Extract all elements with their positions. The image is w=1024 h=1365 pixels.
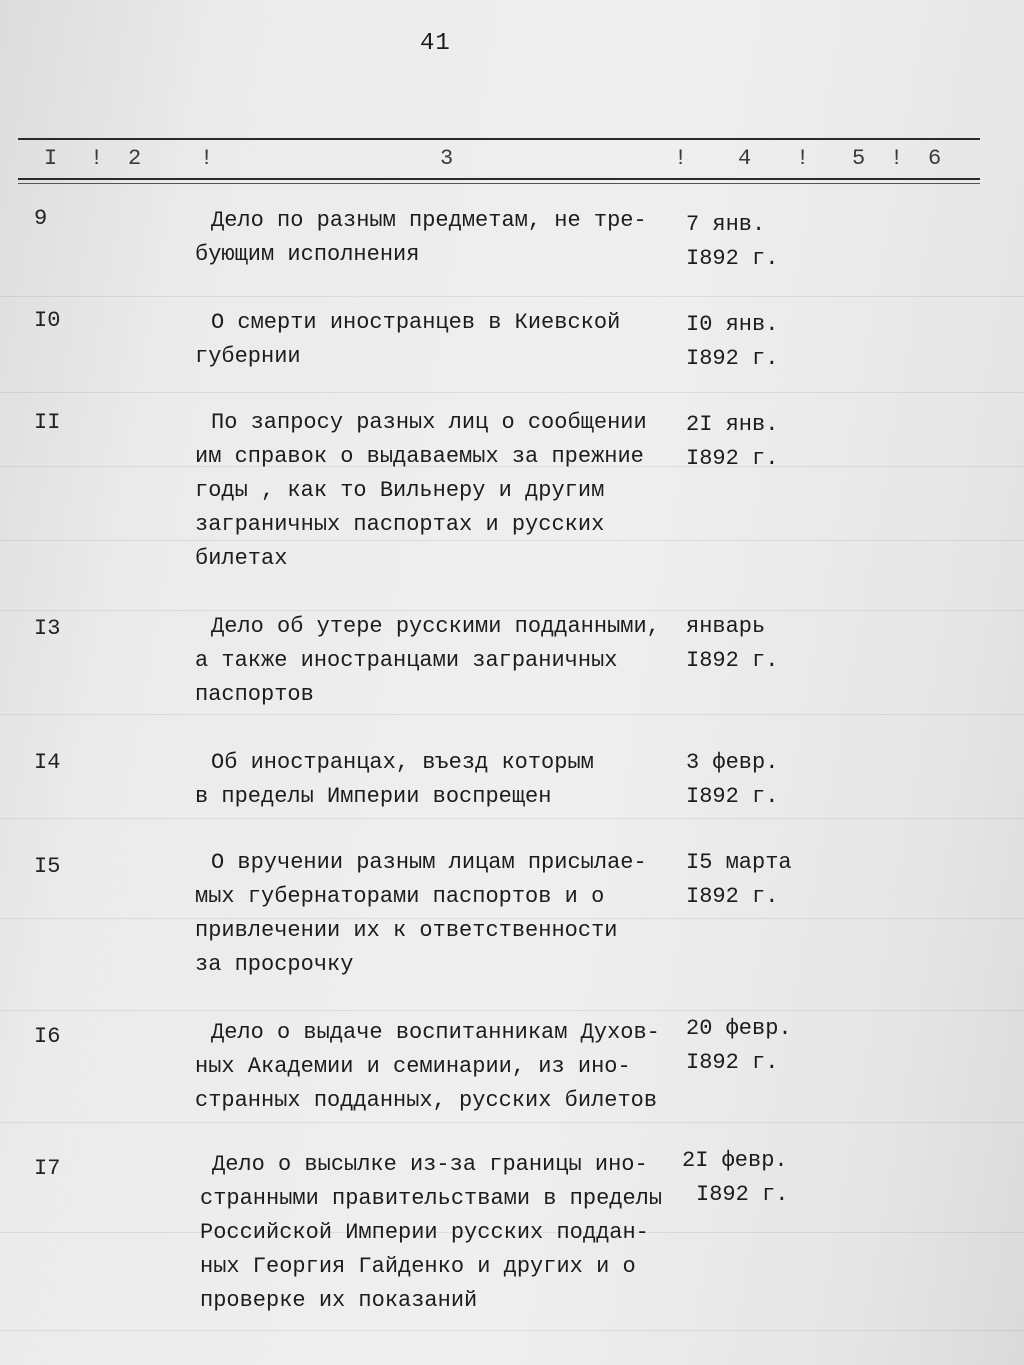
case-title-line: Российской Империи русских поддан- [200,1220,649,1245]
case-title [195,610,685,712]
case-title-line: ных Академии и семинарии, из ино- [195,1054,631,1079]
case-date [686,746,778,814]
case-title-line: паспортов [195,682,314,707]
case-date [686,846,792,914]
header-col-3: 3 [440,146,454,171]
row-number: I5 [34,854,61,879]
case-title [195,204,685,272]
bleed-through-line [0,818,1024,819]
header-separator: ! [674,146,688,171]
case-title-line: а также иностранцами заграничных [195,648,618,673]
header-bottom-rule-thin [18,183,980,184]
bleed-through-line [0,1330,1024,1331]
case-date [686,1012,792,1080]
header-top-rule [18,138,980,140]
case-date-line: I892 г. [686,446,779,471]
bleed-through-line [0,1122,1024,1123]
case-date [686,308,778,376]
case-date [686,408,778,476]
bleed-through-line [0,296,1024,297]
case-title [195,846,685,982]
case-title [195,1016,685,1118]
header-separator: ! [200,146,214,171]
page-number: 41 [420,30,451,57]
case-date-line: январь [686,614,766,639]
row-number: I6 [34,1024,61,1049]
case-date-line: I892 г. [686,884,779,909]
header-separator: ! [90,146,104,171]
case-date-line: 3 февр. [686,750,779,775]
case-date-line: 7 янв. [686,212,766,237]
row-number: I0 [34,308,61,333]
row-number: I4 [34,750,61,775]
row-number: I3 [34,616,61,641]
case-title-line: Дело об утере русскими подданными, [211,614,660,639]
case-title-line: привлечении их к ответственности [195,918,618,943]
case-date-line: 20 февр. [686,1016,792,1041]
case-title-line: им справок о выдаваемых за прежние [195,444,644,469]
case-title-line: в пределы Империи воспрещен [195,784,552,809]
case-date-line: I892 г. [686,648,779,673]
case-date [686,208,778,276]
header-separator: ! [796,146,810,171]
bleed-through-line [0,714,1024,715]
case-date-line: 2I янв. [686,412,779,437]
case-date-line: I892 г. [686,346,779,371]
row-number: II [34,410,61,435]
case-title-line: Дело о высылке из-за границы ино- [212,1152,648,1177]
case-title-line: странных подданных, русских билетов [195,1088,658,1113]
case-date-line: I892 г. [696,1182,789,1207]
case-date-line: I892 г. [686,246,779,271]
case-title-line: ных Георгия Гайденко и других и о [200,1254,636,1279]
row-number: I7 [34,1156,61,1181]
case-title-line: проверке их показаний [200,1288,478,1313]
case-title-line: заграничных паспортах и русских [195,512,605,537]
row-number: 9 [34,206,48,231]
case-date-line: I892 г. [686,784,779,809]
case-title-line: за просрочку [195,952,354,977]
header-col-1: I [44,146,58,171]
case-title-line: Дело о выдаче воспитанникам Духов- [211,1020,660,1045]
case-title-line: губернии [195,344,301,369]
bleed-through-line [0,392,1024,393]
case-title-line: О вручении разным лицам присылае- [211,850,647,875]
case-date [686,610,778,678]
case-date [682,1144,788,1212]
case-title-line: По запросу разных лиц о сообщении [211,410,647,435]
header-col-2: 2 [128,146,142,171]
case-title-line: О смерти иностранцев в Киевской [211,310,621,335]
case-title [195,306,685,374]
header-col-4: 4 [738,146,752,171]
header-col-6: 6 [928,146,942,171]
case-date-line: I0 янв. [686,312,779,337]
case-title [195,746,685,814]
case-title-line: Дело по разным предметам, не тре- [211,208,647,233]
case-date-line: 2I февр. [682,1148,788,1173]
bleed-through-line [0,1010,1024,1011]
case-title-line: странными правительствами в пределы [200,1186,663,1211]
case-date-line: I5 марта [686,850,792,875]
header-bottom-rule [18,178,980,180]
case-title-line: бующим исполнения [195,242,420,267]
case-title [200,1148,690,1318]
case-title-line: билетах [195,546,288,571]
case-date-line: I892 г. [686,1050,779,1075]
case-title-line: годы , как то Вильнеру и другим [195,478,605,503]
header-col-5: 5 [852,146,866,171]
case-title-line: мых губернаторами паспортов и о [195,884,605,909]
case-title [195,406,685,576]
header-separator: ! [890,146,904,171]
case-title-line: Об иностранцах, въезд которым [211,750,594,775]
